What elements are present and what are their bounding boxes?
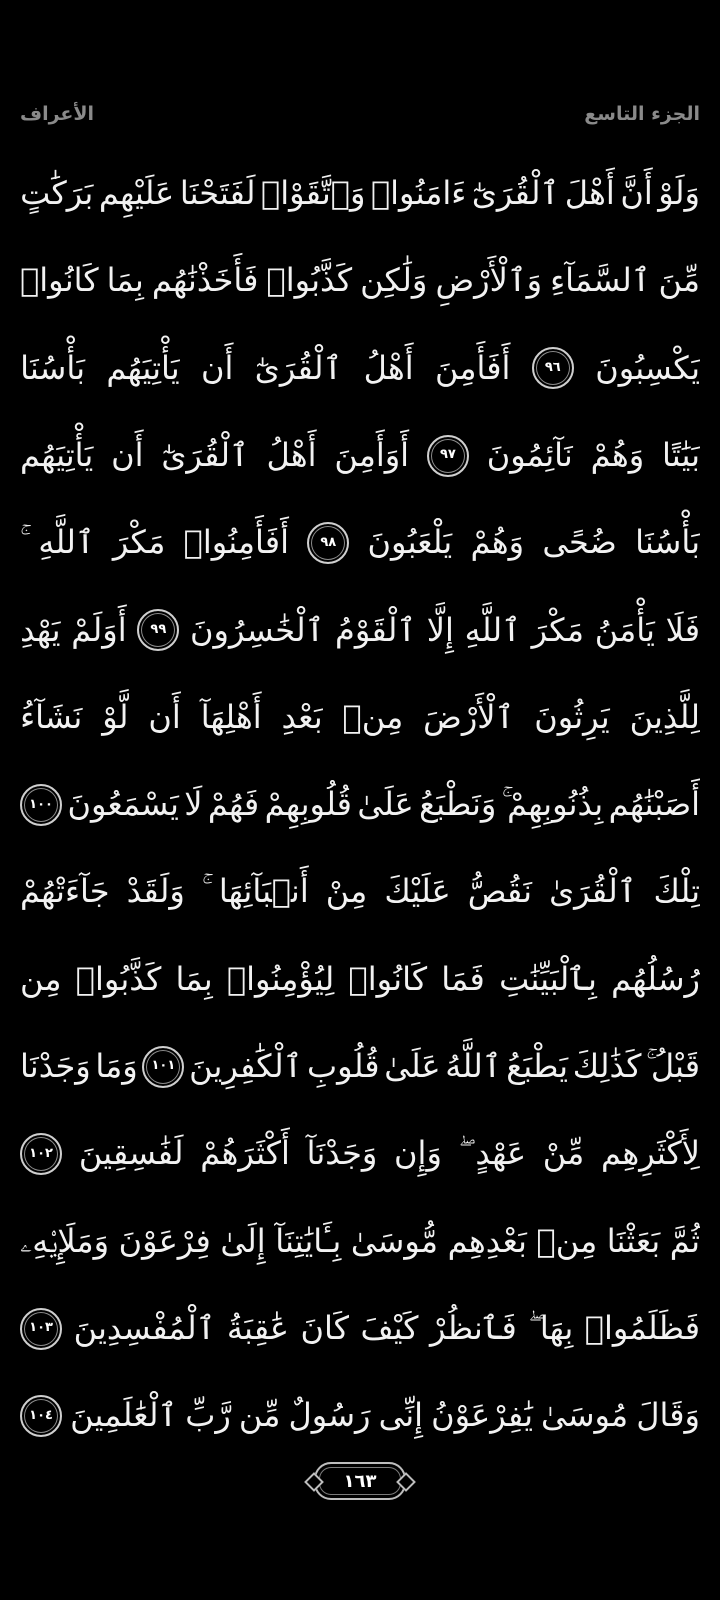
quran-word: كَذَّبُوا۟ <box>75 959 162 998</box>
quran-word: ٱلْقُرَىٰٓ <box>471 174 560 213</box>
quran-word: لَفَٰسِقِينَ <box>78 1134 184 1173</box>
quran-word: وَنَطْبَعُ <box>419 785 497 824</box>
quran-word: لَفَتَحْنَا <box>179 174 256 213</box>
quran-word: أَهْلَ <box>564 174 615 213</box>
quran-word: أَوَأَمِنَ <box>334 435 410 474</box>
page-header <box>20 96 700 132</box>
juz-name: الجزء التاسع <box>584 103 700 125</box>
quran-word: ٱلْكَٰفِرِينَ <box>189 1047 303 1086</box>
quran-word: رَسُولٌ <box>288 1396 371 1435</box>
ayah-end-marker: ١٠٢ <box>20 1133 62 1175</box>
quran-word: فَٱنظُرْ <box>429 1308 517 1347</box>
quran-word: وَهُمْ <box>590 435 645 474</box>
quran-word: بِـَٔايَٰتِنَآ <box>275 1221 342 1260</box>
quran-word: أَصَبْنَٰهُم <box>608 785 700 824</box>
quran-word: بِمَا <box>106 261 144 300</box>
quran-word: يَٰفِرْعَوْنُ <box>431 1396 533 1435</box>
quran-word: ٱللَّهُ <box>445 1047 502 1086</box>
quran-word: رُسُلُهُم <box>611 959 700 998</box>
quran-word: أَهْلُ <box>363 348 414 387</box>
quran-word: ٱلْعَٰلَمِينَ <box>70 1396 178 1435</box>
quran-line <box>20 761 700 848</box>
quran-word: قُلُوبِهِمْ <box>264 785 352 824</box>
quran-word: وَلَوْ <box>658 174 700 213</box>
quran-word: أَن <box>111 435 144 474</box>
quran-word: وَهُمْ <box>470 523 525 562</box>
quran-word: فِرْعَوْنَ <box>118 1221 211 1260</box>
quran-word: مِنۢ <box>342 697 404 736</box>
quran-word: عَٰقِبَةُ <box>226 1308 289 1347</box>
quran-word: لَّوْ <box>102 697 129 736</box>
quran-word: كَيْفَ <box>360 1308 419 1347</box>
quran-word: ٱلْمُفْسِدِينَ <box>73 1308 216 1347</box>
quran-word: وَقَالَ <box>636 1396 700 1435</box>
quran-line <box>20 412 700 499</box>
quran-word: وَإِن <box>394 1134 442 1173</box>
page-number: ١٦٣ <box>343 1470 377 1492</box>
quran-word: عَلَيْهِم <box>98 174 175 213</box>
quran-line <box>20 1285 700 1372</box>
quran-word: وَٱتَّقَوْا۟ <box>261 174 366 213</box>
quran-word: وَمَا <box>95 1047 138 1086</box>
quran-word: أَكْثَرَهُمْ <box>200 1134 290 1173</box>
quran-word: فَمَا <box>441 959 485 998</box>
quran-line <box>20 1110 700 1197</box>
quran-word: أَنۢبَآئِهَا <box>218 872 309 911</box>
quran-word: مَكْرَ <box>112 523 166 562</box>
ayah-end-marker: ١٠٠ <box>20 784 62 826</box>
quran-word: نَشَآءُ <box>20 697 83 736</box>
quran-word: قَبْلُ <box>650 1047 700 1086</box>
quran-word: أَن <box>201 348 234 387</box>
quran-word: إِنِّى <box>378 1396 424 1435</box>
quran-word: بَعْدِ <box>281 697 323 736</box>
quran-word: مِّنَ <box>658 261 700 300</box>
quran-word: يَسْمَعُونَ <box>67 785 179 824</box>
quran-word: كَانَ <box>300 1308 349 1347</box>
quran-word: لِلَّذِينَ <box>629 697 700 736</box>
quran-word: فَلَا <box>665 610 700 649</box>
quran-word: عَلَىٰ <box>357 785 414 824</box>
quran-word: بَأْسُنَا <box>635 523 700 562</box>
quran-line <box>20 1372 700 1459</box>
quran-word: أَفَأَمِنُوا۟ <box>183 523 289 562</box>
quran-word: يَطْبَعُ <box>506 1047 569 1086</box>
quran-word: قُلُوبِ <box>307 1047 380 1086</box>
quran-word: أَهْلُ <box>266 435 317 474</box>
quran-line <box>20 674 700 761</box>
quran-line <box>20 848 700 935</box>
quran-word: مَكْرَ <box>531 610 585 649</box>
quran-word: وَجَدْنَآ <box>306 1134 378 1173</box>
quran-word: بِذُنُوبِهِمْ <box>507 785 604 824</box>
quran-word: يَلْعَبُونَ <box>367 523 453 562</box>
quran-word: ٱلْقَوْمُ <box>335 610 417 649</box>
quran-word: بَعْدِهِم <box>447 1221 527 1260</box>
quran-word: رَّبِّ <box>185 1396 231 1435</box>
quran-word: يَكْسِبُونَ <box>595 348 700 387</box>
quran-word: يَأْتِيَهُم <box>106 348 180 387</box>
quran-word: ٱلْقُرَىٰٓ <box>161 435 249 474</box>
quran-word: لَا <box>184 785 203 824</box>
quran-word: بَأْسُنَا <box>20 348 85 387</box>
quran-word: بَيَٰتًا <box>662 435 700 474</box>
ayah-end-marker: ١٠٣ <box>20 1308 62 1350</box>
quran-word: يَأْمَنُ <box>594 610 655 649</box>
quran-word: مِّنْ <box>542 1134 585 1173</box>
quran-word: ٱلْأَرْضَ <box>423 697 515 736</box>
quran-word: يَرِثُونَ <box>534 697 610 736</box>
ayah-end-marker: ٩٨ <box>307 522 349 564</box>
quran-word: أَفَأَمِنَ <box>434 348 511 387</box>
quran-word: جَآءَتْهُمْ <box>20 872 110 911</box>
quran-word: مِنۢ <box>536 1221 598 1260</box>
quran-word: وَلَقَدْ <box>126 872 185 911</box>
quran-word: ٱللَّهِ <box>38 523 95 562</box>
quran-word: وَمَلَإِي۟هِۦ <box>20 1221 110 1260</box>
quran-word: كَانُوا۟ <box>20 261 99 300</box>
quran-word: لِيُؤْمِنُوا۟ <box>226 959 335 998</box>
quran-line <box>20 150 700 237</box>
quran-word: ثُمَّ <box>669 1221 700 1260</box>
quran-word: ٱلْقُرَىٰٓ <box>254 348 343 387</box>
page-footer <box>0 1462 720 1500</box>
quran-word: مُوسَىٰ <box>541 1396 629 1435</box>
quran-word: بِهَا <box>539 1308 574 1347</box>
quran-word: وَجَدْنَا <box>20 1047 91 1086</box>
quran-word: تِلْكَ <box>653 872 700 911</box>
ayah-end-marker: ١٠٤ <box>20 1395 62 1437</box>
quran-word: بِٱلْبَيِّنَٰتِ <box>499 959 597 998</box>
quran-word: أَنَّ <box>620 174 653 213</box>
quran-word: ٱلْخَٰسِرُونَ <box>190 610 325 649</box>
quran-line <box>20 1198 700 1285</box>
quran-line <box>20 325 700 412</box>
quran-word: ٱللَّهِ <box>464 610 521 649</box>
quran-word: فَهُمْ <box>207 785 260 824</box>
quran-word: ءَامَنُوا۟ <box>370 174 467 213</box>
quran-word: فَظَلَمُوا۟ <box>584 1308 700 1347</box>
quran-line <box>20 936 700 1023</box>
quran-word: مُّوسَىٰ <box>350 1221 438 1260</box>
quran-word: يَهْدِ <box>20 610 61 649</box>
surah-name: الأعراف <box>20 103 95 125</box>
quran-word: عَلَيْكَ <box>384 872 451 911</box>
quran-word: إِلَىٰ <box>220 1221 266 1260</box>
quran-word: ضُحًى <box>542 523 617 562</box>
quran-word: بَرَكَٰتٍ <box>20 174 94 213</box>
quran-word: مِن <box>20 959 62 998</box>
ayah-end-marker: ٩٧ <box>427 435 469 477</box>
quran-word: مِنْ <box>325 872 368 911</box>
quran-word: عَلَىٰ <box>384 1047 441 1086</box>
quran-word: كَذَٰلِكَ <box>572 1047 642 1086</box>
quran-line <box>20 586 700 673</box>
quran-word: نَآئِمُونَ <box>486 435 573 474</box>
quran-word: ٱلْقُرَىٰ <box>549 872 637 911</box>
quran-word: نَقُصُّ <box>467 872 533 911</box>
ayah-end-marker: ٩٦ <box>532 347 574 389</box>
quran-line <box>20 499 700 586</box>
quran-word: كَذَّبُوا۟ <box>266 261 353 300</box>
quran-word: بِمَا <box>175 959 213 998</box>
mushaf-page-text <box>20 150 700 1459</box>
quran-word: أَوَلَمْ <box>71 610 127 649</box>
quran-word: وَلَٰكِن <box>360 261 428 300</box>
quran-line <box>20 1023 700 1110</box>
quran-word: وَٱلْأَرْضِ <box>435 261 543 300</box>
quran-word: إِلَّا <box>426 610 454 649</box>
quran-word: مِّن <box>238 1396 281 1435</box>
quran-word: بَعَثْنَا <box>606 1221 661 1260</box>
ayah-end-marker: ٩٩ <box>137 609 179 651</box>
quran-word: كَانُوا۟ <box>348 959 428 998</box>
page-number-badge <box>314 1462 406 1500</box>
quran-word: ٱلسَّمَآءِ <box>550 261 651 300</box>
quran-line <box>20 237 700 324</box>
quran-word: أَن <box>148 697 181 736</box>
quran-word: فَأَخَذْنَٰهُم <box>151 261 259 300</box>
quran-word: عَهْدٍ <box>475 1134 527 1173</box>
quran-word: أَهْلِهَآ <box>200 697 262 736</box>
quran-word: لِأَكْثَرِهِم <box>601 1134 700 1173</box>
quran-word: يَأْتِيَهُم <box>20 435 94 474</box>
ayah-end-marker: ١٠١ <box>142 1046 184 1088</box>
